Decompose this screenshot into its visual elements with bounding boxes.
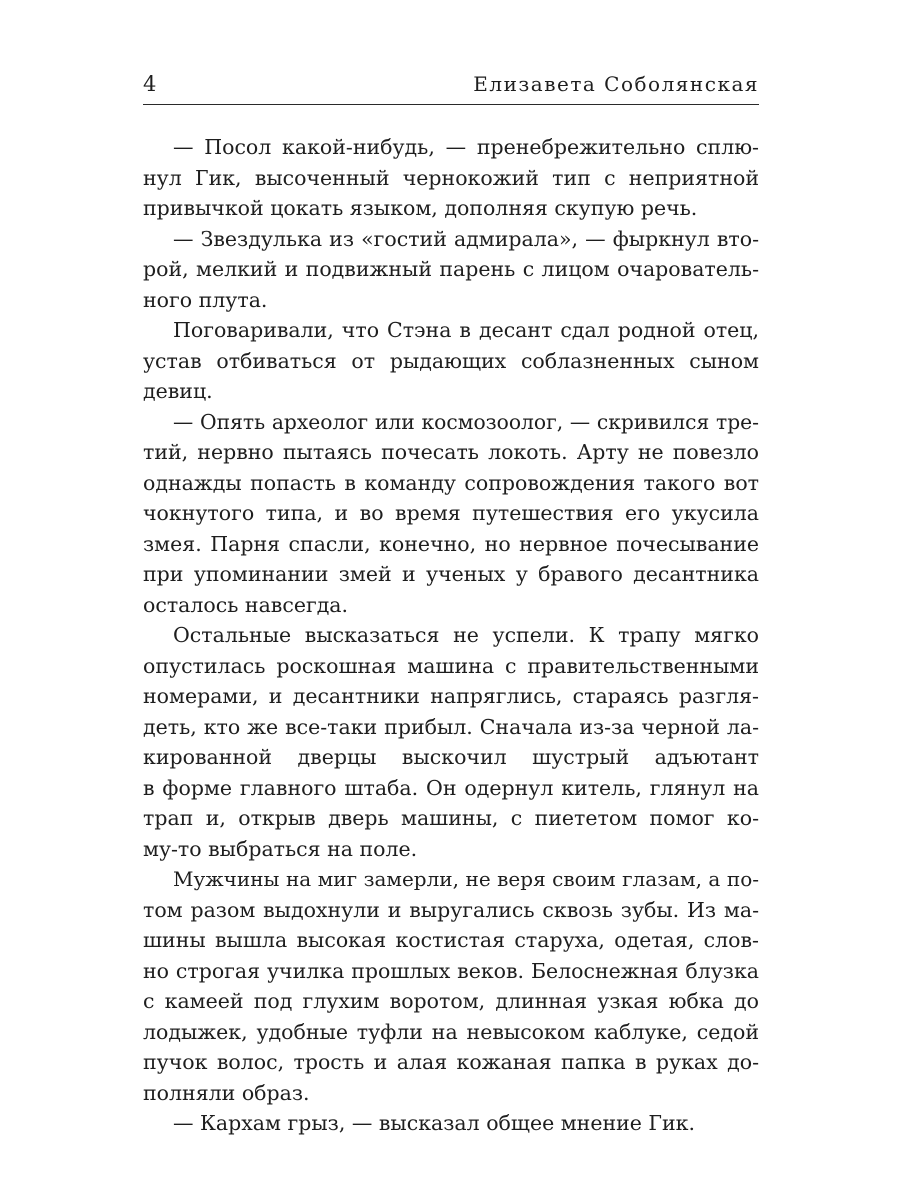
header-rule bbox=[143, 104, 759, 105]
text-line: деть, кто же все-таки прибыл. Сначала из-за черной ла- bbox=[143, 714, 759, 739]
text-line: с камеей под глухим воротом, длинная узкая юбка до bbox=[143, 989, 759, 1013]
text-line: — Посол какой-нибудь, — пренебрежительно сплю- bbox=[173, 135, 759, 159]
text-line: но строгая училка прошлых веков. Белоснежная блузка bbox=[143, 958, 759, 983]
text-line: однажды попасть в команду сопровождения такого вот bbox=[143, 470, 759, 495]
text-line: — Звездулька из «гостий адмирала», — фыркнул вто- bbox=[173, 226, 759, 251]
text-line: тий, нервно пытаясь почесать локоть. Арту не повезло bbox=[143, 440, 759, 464]
text-line: в форме главного штаба. Он одернул китель, глянул на bbox=[143, 775, 759, 800]
text-line: змея. Парня спасли, конечно, но нервное почесывание bbox=[143, 531, 759, 556]
text-line: том разом выдохнули и выругались сквозь зубы. Из ма- bbox=[143, 897, 759, 922]
text-line: Поговаривали, что Стэна в десант сдал родной отец, bbox=[173, 318, 759, 342]
running-title-author: Елизавета Соболянская bbox=[473, 72, 759, 96]
text-line: опустилась роскошная машина с правительственными bbox=[143, 653, 759, 678]
text-line: осталось навсегда. bbox=[143, 592, 349, 617]
text-line: шины вышла высокая костистая старуха, одетая, слов- bbox=[143, 928, 759, 952]
text-line: ного плута. bbox=[143, 287, 268, 312]
text-line: рой, мелкий и подвижный парень с лицом очарователь- bbox=[143, 257, 759, 281]
running-header bbox=[143, 66, 759, 100]
text-line: пучок волос, трость и алая кожаная папка в руках до- bbox=[143, 1050, 759, 1074]
text-line: Мужчины на миг замерли, не веря своим глазам, а по- bbox=[173, 867, 759, 891]
text-line: нул Гик, высоченный чернокожий тип с неприятной bbox=[143, 165, 759, 190]
text-line: — Опять археолог или космозоолог, — скривился тре- bbox=[173, 409, 759, 434]
text-line: трап и, открыв дверь машины, с пиететом помог ко- bbox=[143, 806, 759, 830]
text-line: Остальные высказаться не успели. К трапу мягко bbox=[173, 623, 759, 647]
text-line: привычкой цокать языком, дополняя скупую речь. bbox=[143, 196, 698, 220]
text-line: — Кархам грыз, — высказал общее мнение Гик. bbox=[173, 1111, 695, 1135]
text-line: полняли образ. bbox=[143, 1080, 310, 1105]
body-text bbox=[143, 132, 759, 1139]
text-line: при упоминании змей и ученых у бравого десантника bbox=[143, 562, 759, 586]
text-line: устав отбиваться от рыдающих соблазненных сыном bbox=[143, 348, 759, 373]
text-line: кированной дверцы выскочил шустрый адъютант bbox=[143, 745, 759, 769]
text-line: чокнутого типа, и во время путешествия его укусила bbox=[143, 501, 759, 525]
text-line: му-то выбраться на поле. bbox=[143, 836, 418, 861]
text-line: лодыжек, удобные туфли на невысоком каблуке, седой bbox=[143, 1019, 759, 1044]
text-line: девиц. bbox=[143, 379, 213, 403]
page-number: 4 bbox=[143, 72, 157, 96]
text-line: номерами, и десантники напряглись, стараясь разгля- bbox=[143, 684, 759, 708]
